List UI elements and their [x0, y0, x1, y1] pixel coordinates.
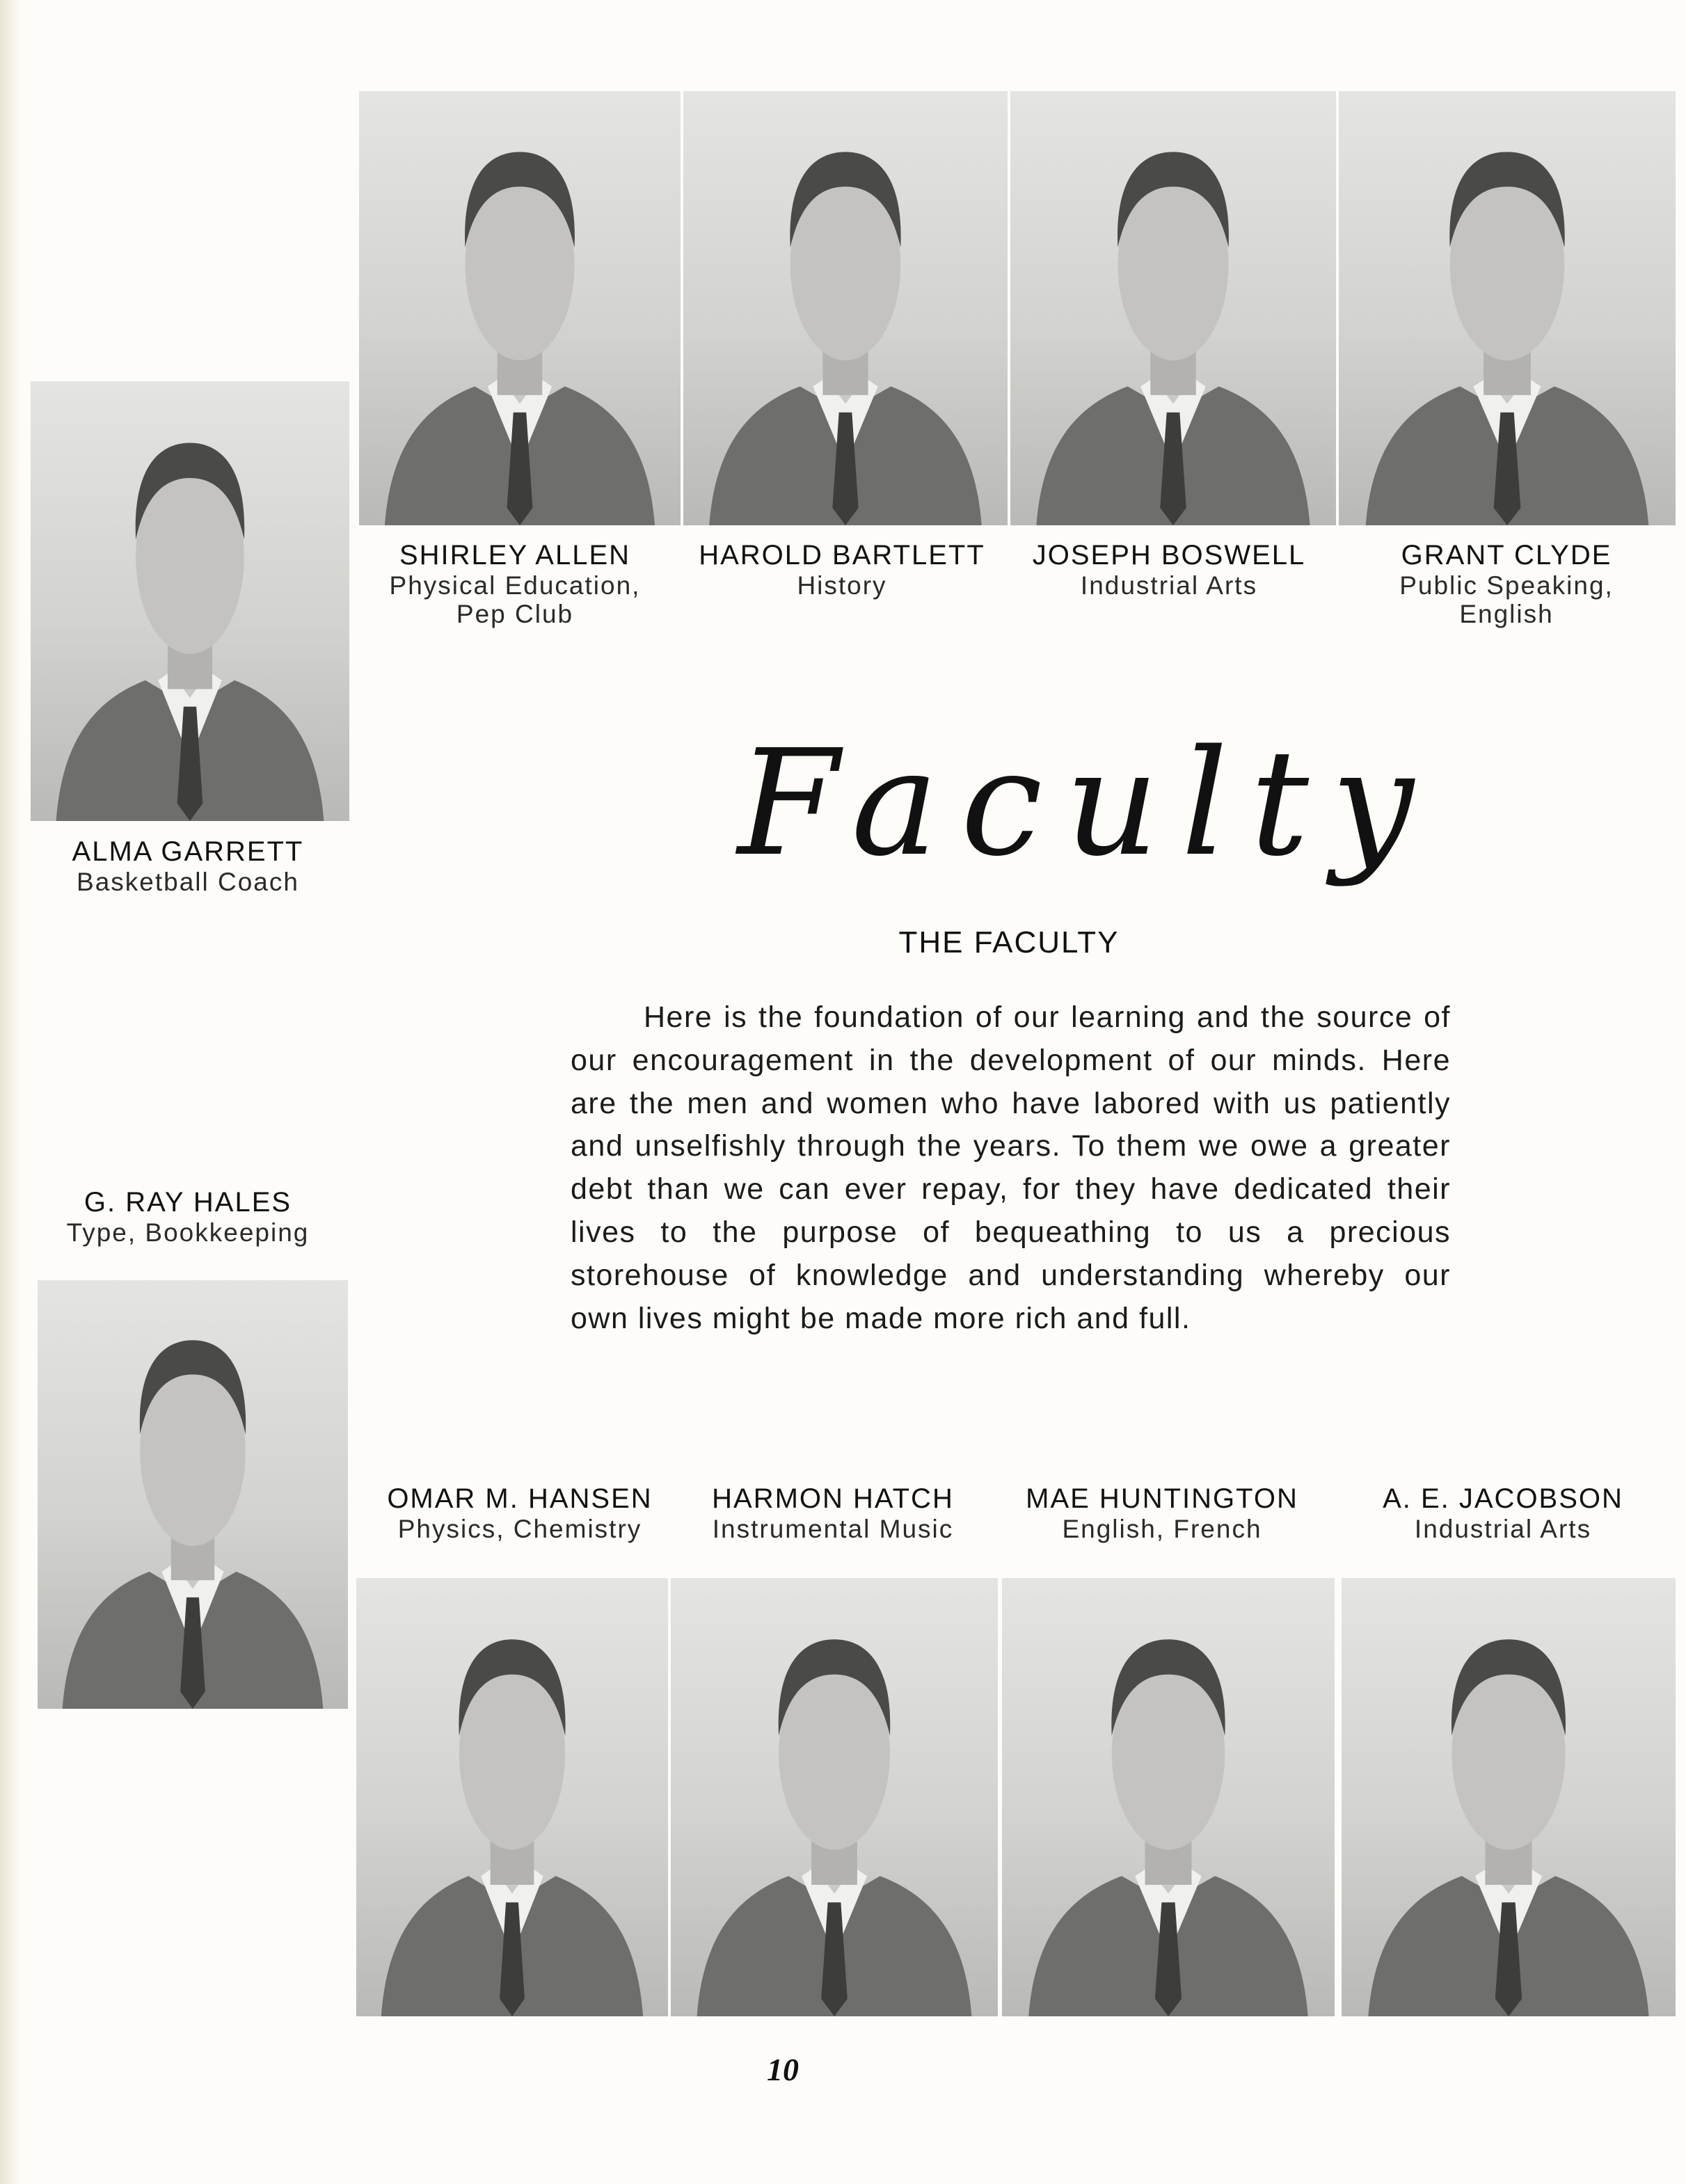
faculty-role: Type, Bookkeeping	[66, 1218, 310, 1247]
faculty-name: MAE HUNTINGTON	[1026, 1483, 1298, 1514]
page-number: 10	[767, 2052, 799, 2087]
caption-grant-clyde	[1336, 540, 1677, 629]
portrait-shirley-allen	[359, 91, 681, 525]
portrait-g-ray-hales	[38, 1280, 348, 1709]
faculty-role: Basketball Coach	[77, 867, 299, 896]
page-edge	[0, 0, 21, 2184]
faculty-role: Public Speaking,	[1399, 571, 1614, 600]
faculty-name: G. RAY HALES	[83, 1187, 292, 1218]
faculty-name: OMAR M. HANSEN	[387, 1483, 653, 1514]
faculty-role: Physical Education,	[389, 571, 641, 600]
faculty-name: HARMON HATCH	[712, 1483, 954, 1514]
faculty-name: ALMA GARRETT	[72, 836, 304, 867]
faculty-name: A. E. JACOBSON	[1383, 1483, 1623, 1514]
caption-ae-jacobson	[1336, 1483, 1670, 1543]
caption-joseph-boswell	[1005, 540, 1333, 600]
faculty-role: Industrial Arts	[1414, 1514, 1592, 1543]
faculty-name: HAROLD BARTLETT	[699, 540, 985, 571]
section-heading: THE FACULTY	[898, 925, 1120, 959]
faculty-role: English, French	[1062, 1514, 1262, 1543]
portrait-harold-bartlett	[683, 91, 1008, 525]
portrait-joseph-boswell	[1010, 91, 1336, 525]
caption-harmon-hatch	[669, 1483, 996, 1543]
faculty-name: SHIRLEY ALLEN	[399, 540, 631, 571]
portrait-ae-jacobson	[1342, 1578, 1676, 2016]
faculty-role: Industrial Arts	[1080, 571, 1258, 600]
portrait-alma-garrett	[31, 381, 349, 821]
caption-shirley-allen	[348, 540, 682, 629]
faculty-role: History	[797, 571, 887, 600]
portrait-mae-huntington	[1002, 1578, 1335, 2016]
faculty-name: GRANT CLYDE	[1401, 540, 1612, 571]
caption-alma-garrett	[42, 836, 334, 896]
intro-paragraph: Here is the foundation of our learning and the source of our encouragement in the development of our minds. Here are the men and women who have labored with us patiently and unselfishly through the years. To them we owe a greater debt than we can ever repay, for they have dedicated their lives to the purpose of bequeathing to us a precious storehouse of knowledge and understanding whereby our own lives might be made more rich and full.	[571, 1001, 1451, 1335]
faculty-name: JOSEPH BOSWELL	[1032, 540, 1306, 571]
portrait-harmon-hatch	[671, 1578, 998, 2016]
faculty-role: Instrumental Music	[712, 1514, 954, 1543]
caption-harold-bartlett	[678, 540, 1005, 600]
caption-g-ray-hales	[42, 1187, 334, 1247]
caption-mae-huntington	[999, 1483, 1326, 1543]
caption-omar-hansen	[356, 1483, 683, 1543]
faculty-role: Physics, Chemistry	[397, 1514, 642, 1543]
faculty-role-line2: English	[1459, 600, 1554, 629]
portrait-grant-clyde	[1339, 91, 1676, 525]
portrait-omar-hansen	[356, 1578, 668, 2016]
faculty-role-line2: Pep Club	[456, 600, 574, 629]
page-title: Faculty	[738, 718, 1436, 888]
